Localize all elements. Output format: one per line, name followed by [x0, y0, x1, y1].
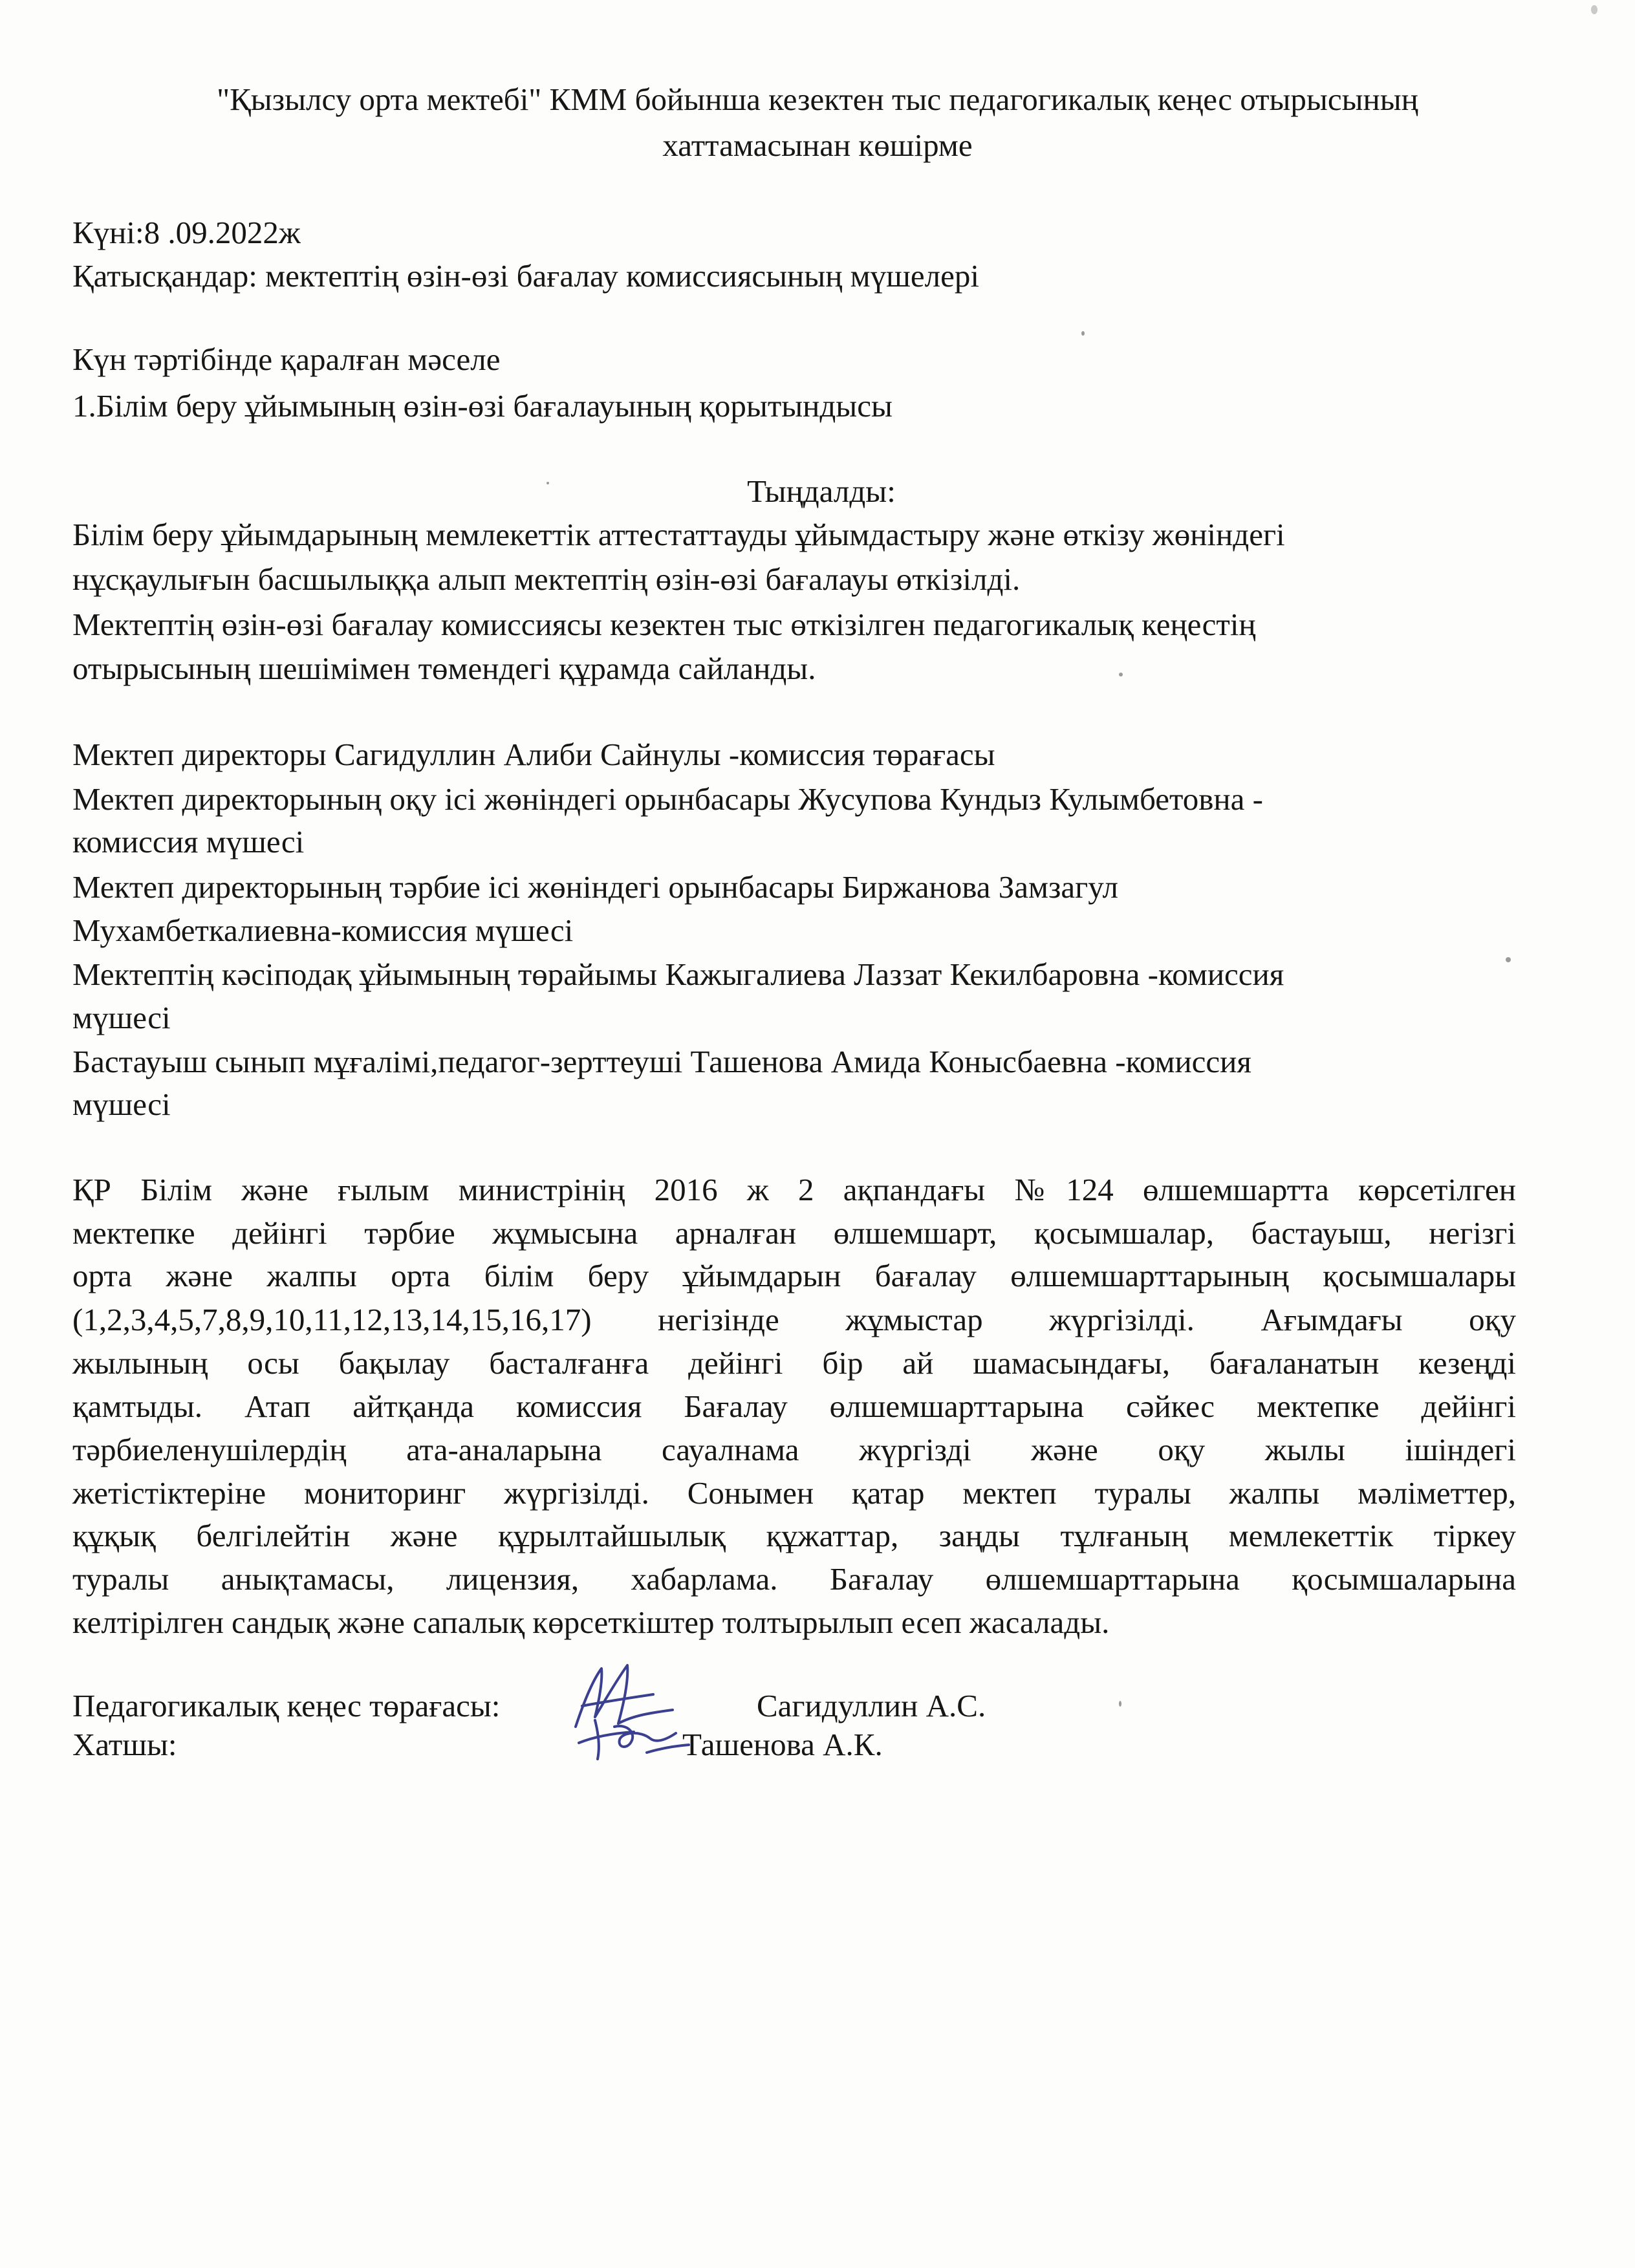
scan-speck [547, 482, 549, 484]
member-line-7: мүшесі [72, 1000, 171, 1035]
heard-line-4: отырысының шешімімен төмендегі құрамда сайланды. [72, 651, 816, 686]
member-line-3: комиссия мүшесі [72, 824, 305, 859]
member-line-2: Мектеп директорының оқу ісі жөніндегі орынбасары Жусупова Кундыз Кулымбетовна - [72, 781, 1263, 817]
body-line-11: келтірілген сандық және сапалық көрсеткіштер толтырылып есеп жасалады. [72, 1604, 1110, 1640]
heard-line-1: Білім беру ұйымдарының мемлекеттік аттестаттауды ұйымдастыру және өткізу жөніндегі [72, 517, 1285, 552]
document-title-line-1: "Қызылсу орта мектебі" КММ бойынша кезектен тыс педагогикалық кеңес отырысының [217, 81, 1418, 117]
body-line-3: орта және жалпы орта білім беру ұйымдарын бағалау өлшемшарттарының қосымшалары [72, 1258, 1516, 1293]
member-line-9: мүшесі [72, 1086, 171, 1122]
body-line-9: құқық белгілейтін және құрылтайшылық құжаттар, заңды тұлғаның мемлекеттік тіркеу [72, 1518, 1516, 1553]
scan-speck [1119, 1701, 1121, 1707]
member-line-1: Мектеп директоры Сагидуллин Алиби Сайнулы -комиссия төрағасы [72, 737, 995, 772]
secretary-signature-icon [569, 1707, 698, 1766]
heard-line-2: нұсқаулығын басшылыққа алып мектептің өзін-өзі бағалауы өткізілді. [72, 561, 1021, 597]
meeting-date: Күні:8 .09.2022ж [72, 215, 301, 250]
agenda-heading: Күн тәртібінде қаралған мәселе [72, 341, 501, 377]
scan-speck [1591, 5, 1597, 14]
member-line-6: Мектептің кәсіподақ ұйымының төрайымы Кажыгалиева Лаззат Кекилбаровна -комиссия [72, 956, 1284, 992]
agenda-item: 1.Білім беру ұйымының өзін-өзі бағалауының қорытындысы [72, 388, 893, 424]
member-line-4: Мектеп директорының тәрбие ісі жөніндегі орынбасары Биржанова Замзагул [72, 869, 1118, 905]
body-line-10: туралы анықтамасы, лицензия, хабарлама. Бағалау өлшемшарттарына қосымшаларына [72, 1561, 1516, 1597]
member-line-8: Бастауыш сынып мұғалімі,педагог-зерттеуші Ташенова Амида Конысбаевна -комиссия [72, 1044, 1251, 1079]
body-line-4: (1,2,3,4,5,7,8,9,10,11,12,13,14,15,16,17) негізінде жұмыстар жүргізілді. Ағымдағы оқу [72, 1302, 1516, 1337]
scan-speck [1081, 331, 1085, 336]
chair-label: Педагогикалық кеңес төрағасы: [72, 1688, 501, 1723]
document-title-line-2: хаттамасынан көшірме [662, 127, 973, 163]
heard-line-3: Мектептің өзін-өзі бағалау комиссиясы кезектен тыс өткізілген педагогикалық кеңестің [72, 607, 1256, 642]
scan-speck [1506, 957, 1511, 962]
secretary-label: Хатшы: [72, 1727, 177, 1762]
body-line-7: тәрбиеленушілердің ата-аналарына сауалнама жүргізді және оқу жылы ішіндегі [72, 1432, 1516, 1467]
body-line-1: ҚР Білім және ғылым министрінің 2016 ж 2 ақпандағы №124 өлшемшартта көрсетілген [72, 1172, 1516, 1207]
chair-name: Сагидуллин А.С. [757, 1688, 986, 1723]
participants-line: Қатысқандар: мектептің өзін-өзі бағалау комиссиясының мүшелері [72, 258, 979, 294]
heard-heading: Тыңдалды: [747, 473, 896, 509]
secretary-name: Ташенова А.К. [682, 1727, 883, 1762]
body-line-2: мектепке дейінгі тәрбие жұмысына арналған өлшемшарт, қосымшалар, бастауыш, негізгі [72, 1215, 1516, 1251]
member-line-5: Мухамбеткалиевна-комиссия мүшесі [72, 913, 574, 948]
body-line-6: қамтыды. Атап айтқанда комиссия Бағалау өлшемшарттарына сәйкес мектепке дейінгі [72, 1388, 1516, 1424]
scan-speck [1119, 673, 1123, 676]
body-line-8: жетістіктеріне мониторинг жүргізілді. Сонымен қатар мектеп туралы жалпы мәліметтер, [72, 1475, 1516, 1511]
body-line-5: жылының осы бақылау басталғанға дейінгі бір ай шамасындағы, бағаланатын кезеңді [72, 1345, 1516, 1381]
